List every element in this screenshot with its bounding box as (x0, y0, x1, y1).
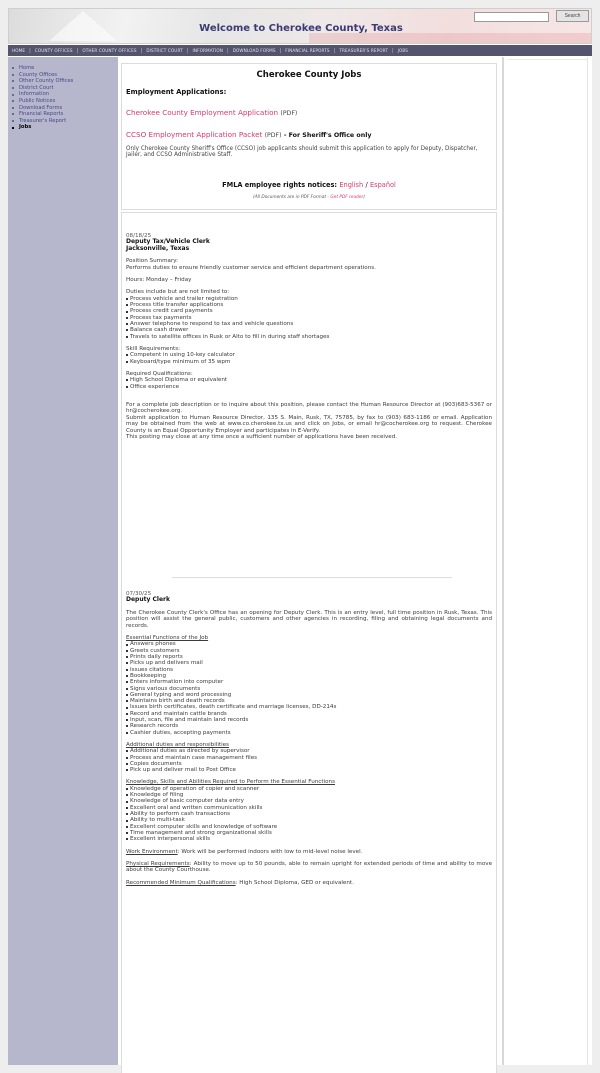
sidebar-item-other-county-offices[interactable] (12, 78, 118, 85)
list-item: Excellent oral and written communication skills (126, 805, 492, 811)
minimum-qualifications (126, 880, 492, 886)
list-item: Knowledge of filing (126, 792, 492, 798)
list-item: Excellent computer skills and knowledge of software (126, 824, 492, 830)
list-item: Additional duties as directed by supervisor (126, 748, 492, 754)
list-item: High School Diploma or equivalent (126, 377, 492, 383)
job-divider (172, 577, 452, 578)
sidebar-item-jobs[interactable] (12, 124, 118, 131)
physical-requirements (126, 861, 492, 874)
hours-text: Hours: Monday – Friday (126, 277, 192, 284)
list-item: Ability to perform cash transactions (126, 811, 492, 817)
bullet-icon (12, 87, 14, 89)
ccso-description: Only Cherokee County Sheriff's Office (CCSO) job applicants should submit this application to apply for Deputy, Dispatcher, Jailer, and CCSO Administrative Staff. (126, 146, 478, 159)
job-title: Deputy Clerk (126, 596, 170, 604)
pdf-note-prefix: (All Documents are in PDF Format - (253, 195, 329, 200)
list-item: Time management and strong organizational skills (126, 830, 492, 836)
fmla-separator: / (365, 181, 368, 189)
nav-separator: | (186, 47, 189, 54)
nav-item-information[interactable]: INFORMATION (192, 48, 223, 53)
sidebar-item-label: District Court (19, 84, 54, 91)
ksa-heading: Knowledge, Skills and Abilities Required to Perform the Essential Functions (126, 779, 335, 786)
ccso-application-format: (PDF) (264, 132, 282, 139)
bullet-icon (12, 74, 14, 76)
list-item: Issues citations (126, 667, 492, 673)
get-pdf-reader-link[interactable]: Get PDF reader (330, 195, 364, 200)
site-header (8, 8, 592, 44)
nav-item-other-county-offices[interactable]: OTHER COUNTY OFFICES (82, 48, 137, 53)
sidebar-item-label: Other County Offices (19, 78, 74, 85)
sidebar-item-county-offices[interactable] (12, 72, 118, 79)
nav-item-district-court[interactable]: DISTRICT COURT (146, 48, 183, 53)
nav-separator: | (76, 47, 79, 54)
duties-list (126, 296, 492, 340)
sidebar-item-treasurer-s-report[interactable] (12, 118, 118, 125)
list-item: Travels to satellite offices in Rusk or Alto to fill in during staff shortages (126, 334, 492, 340)
nav-separator: | (29, 47, 31, 54)
nav-item-county-offices[interactable]: COUNTY OFFICES (34, 48, 73, 53)
sidebar-item-label: County Offices (19, 71, 57, 78)
list-item: Process tax payments (126, 315, 492, 321)
ccso-application-link[interactable]: CCSO Employment Application Packet (126, 130, 263, 139)
nav-separator: | (333, 47, 336, 54)
list-item: Maintains birth and death records (126, 698, 492, 704)
sidebar-item-label: Treasurer's Report (19, 117, 67, 124)
job-location: Jacksonville, Texas (126, 244, 190, 252)
additional-duties-heading: Additional duties and responsibilities (126, 741, 229, 748)
job-title: Deputy Tax/Vehicle Clerk (126, 238, 210, 246)
sidebar-item-label: Public Notices (19, 97, 56, 104)
list-item: Bookkeeping (126, 673, 492, 679)
page (8, 8, 592, 1065)
list-item: Greets customers (126, 648, 492, 654)
list-item: General typing and word processing (126, 692, 492, 698)
submission-text: Submit application to Human Resource Director, 135 S. Main, Rusk, TX, 75785, by fax to (903) 683-1186 or email. Application may be obtained from the web at www.co.cherokee.tx.us and click on Jobs, or email hr@cocherokee.org to request. Cherokee County is an Equal Opportunity Employer and participates in E-Verify. (126, 414, 492, 434)
sidebar-item-home[interactable] (12, 65, 118, 72)
essential-functions-list (126, 641, 492, 735)
work-environment-label: Work Environment (126, 848, 178, 855)
sidebar-item-label: Information (19, 91, 50, 98)
county-application-row (126, 108, 297, 117)
list-item: Process vehicle and trailer registration (126, 296, 492, 302)
minimum-qualifications-text: : High School Diploma, GED or equivalent. (235, 879, 354, 886)
nav-separator: | (227, 47, 229, 54)
closing-text: This posting may close at any time once a sufficient number of applications have been received. (126, 433, 398, 440)
applications-heading: Employment Applications: (126, 88, 227, 96)
sidebar-item-label: Jobs (19, 124, 32, 131)
list-item: Enters information into computer (126, 679, 492, 685)
physical-requirements-text: : Ability to move up to 50 pounds, able to remain upright for extended periods of time and ability to move about the County Courthouse. (126, 860, 493, 874)
summary-label: Position Summary: (126, 258, 179, 265)
bullet-icon (12, 94, 14, 96)
work-environment-text: : Work will be performed indoors with low to mid-level noise level. (177, 848, 363, 855)
additional-duties-list (126, 748, 492, 773)
list-item: Process and maintain case management files (126, 755, 492, 761)
sidebar-item-information[interactable] (12, 91, 118, 98)
sidebar-item-financial-reports[interactable] (12, 111, 118, 118)
search-input[interactable] (474, 12, 549, 22)
nav-item-home[interactable]: HOME (12, 48, 26, 53)
list-item: Signs various documents (126, 686, 492, 692)
bullet-icon (12, 120, 14, 122)
qualifications-list (126, 377, 492, 390)
list-item: Office experience (126, 384, 492, 390)
job-posting-deputy-clerk (126, 591, 492, 886)
contact-text: For a complete job description or to inquire about this position, please contact the Human Resource Director at (903)683-5367 or hr@cocherokee.org. (126, 401, 492, 415)
list-item: Research records (126, 723, 492, 729)
sidebar-item-district-court[interactable] (12, 85, 118, 92)
ksa-list (126, 786, 492, 843)
essential-functions-heading: Essential Functions of the Job (126, 635, 209, 642)
list-item: Input, scan, file and maintain land records (126, 717, 492, 723)
list-item: Pick up and deliver mail to Post Office (126, 767, 492, 773)
bullet-icon (12, 100, 14, 102)
bullet-icon (12, 80, 14, 82)
sidebar (8, 57, 118, 1065)
job-listings-panel (121, 212, 497, 1073)
list-item: Prints daily reports (126, 654, 492, 660)
summary-text: Performs duties to ensure friendly customer service and efficient department operations. (126, 264, 376, 271)
sidebar-item-label: Download Forms (19, 104, 63, 111)
list-item: Keyboard/type minimum of 35 wpm (126, 359, 492, 365)
job-date: 08/18/25 (126, 233, 152, 239)
job-posting-tax-vehicle-clerk (126, 233, 492, 440)
sidebar-item-download-forms[interactable] (12, 105, 118, 112)
list-item: Competent in using 10-key calculator (126, 352, 492, 358)
list-item: Ability to multi-task (126, 817, 492, 823)
nav-item-financial-reports[interactable]: FINANCIAL REPORTS (285, 48, 330, 53)
list-item: Record and maintain cattle brands (126, 711, 492, 717)
nav-separator: | (140, 47, 143, 54)
list-item: Answers phones (126, 641, 492, 647)
ccso-note: - For Sheriff's Office only (283, 132, 372, 139)
nav-item-download-forms[interactable]: DOWNLOAD FORMS (232, 48, 276, 53)
right-column-inner (506, 57, 588, 1065)
ccso-application-row (126, 130, 371, 139)
jobs-intro-panel (121, 63, 497, 210)
right-column (502, 57, 592, 1065)
list-item: Process title transfer applications (126, 302, 492, 308)
sidebar-item-label: Financial Reports (19, 111, 64, 118)
sidebar-item-public-notices[interactable] (12, 98, 118, 105)
nav-item-jobs[interactable]: JOBS (397, 48, 409, 53)
fmla-notices (122, 181, 496, 189)
list-item: Answer telephone to respond to tax and vehicle questions (126, 321, 492, 327)
sidebar-item-label: Home (19, 65, 35, 71)
job-intro: The Cherokee County Clerk's Office has an opening for Deputy Clerk. This is an entry level, full time position in Rusk, Texas. This position will assist the general public, customers and other agencies in recording, filing and obtaining legal documents and records. (126, 609, 492, 629)
search-button[interactable]: Search (556, 10, 589, 22)
nav-item-treasurer-s-report[interactable]: TREASURER'S REPORT (339, 48, 388, 53)
list-item: Process credit card payments (126, 308, 492, 314)
page-title: Cherokee County Jobs (256, 70, 362, 80)
top-nav (8, 45, 592, 56)
bullet-icon (12, 127, 14, 129)
bullet-icon (12, 113, 14, 115)
right-column-rule (508, 59, 588, 60)
fmla-english-link[interactable]: English (339, 181, 364, 189)
list-item: Issues birth certificates, death certificate and marriage licenses, DD-214s (126, 704, 492, 710)
bullet-icon (12, 107, 14, 109)
bullet-icon (12, 67, 14, 69)
fmla-label: FMLA employee rights notices: (222, 181, 338, 189)
list-item: Knowledge of operation of copier and scanner (126, 786, 492, 792)
list-item: Copies documents (126, 761, 492, 767)
qualifications-label: Required Qualifications: (126, 370, 193, 377)
nav-separator: | (391, 47, 394, 54)
list-item: Balance cash drawer (126, 327, 492, 333)
county-application-format: (PDF) (280, 110, 298, 117)
nav-separator: | (279, 47, 282, 54)
duties-label: Duties include but are not limited to: (126, 289, 230, 296)
job-date: 07/30/25 (126, 591, 152, 597)
skills-label: Skill Requirements: (126, 345, 181, 352)
minimum-qualifications-label: Recommended Minimum Qualifications (126, 879, 236, 886)
list-item: Excellent interpersonal skills (126, 836, 492, 842)
flag-stripe-graphic (309, 33, 591, 43)
list-item: Picks up and delivers mail (126, 660, 492, 666)
site-title: Welcome to Cherokee County, Texas (199, 23, 403, 34)
skills-list (126, 352, 492, 365)
pdf-format-note (122, 195, 496, 200)
county-application-link[interactable]: Cherokee County Employment Application (126, 108, 279, 117)
sidebar-menu (8, 57, 118, 131)
fmla-espanol-link[interactable]: Español (370, 181, 396, 189)
list-item: Cashier duties, accepting payments (126, 730, 492, 736)
pdf-note-suffix: ) (363, 195, 365, 200)
list-item: Knowledge of basic computer data entry (126, 798, 492, 804)
physical-requirements-label: Physical Requirements (126, 860, 190, 867)
